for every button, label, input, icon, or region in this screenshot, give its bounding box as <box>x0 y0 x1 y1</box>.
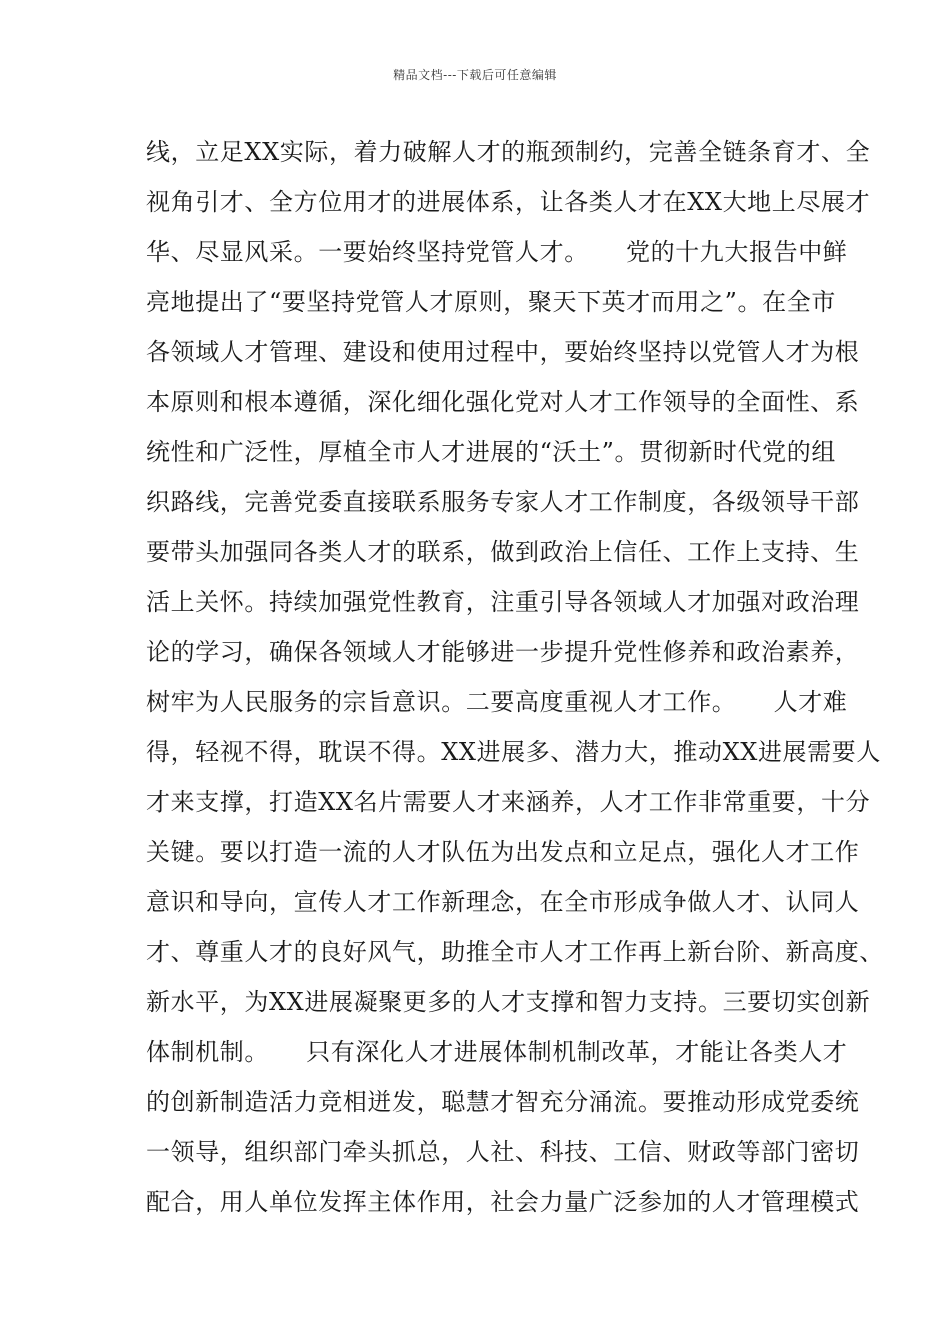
text-line: 本原则和根本遵循，深化细化强化党对人才工作领导的全面性、系 <box>146 388 860 416</box>
text-line: 活上关怀。持续加强党性教育，注重引导各领域人才加强对政治理 <box>146 588 860 616</box>
text-line: 视角引才、全方位用才的进展体系，让各类人才在XX大地上尽展才 <box>146 188 871 216</box>
text-line: 才来支撑，打造XX名片需要人才来涵养，人才工作非常重要，十分 <box>146 788 871 816</box>
page-header: 精品文档---下载后可任意编辑 <box>393 68 557 82</box>
text-line: 的创新制造活力竞相迸发，聪慧才智充分涌流。要推动形成党委统 <box>146 1088 860 1116</box>
text-line: 体制机制。 只有深化人才进展体制机制改革，才能让各类人才 <box>146 1038 848 1066</box>
text-line: 织路线，完善党委直接联系服务专家人才工作制度，各级领导干部 <box>146 488 860 516</box>
text-line: 意识和导向，宣传人才工作新理念，在全市形成争做人才、认同人 <box>146 888 860 916</box>
text-line: 树牢为人民服务的宗旨意识。二要高度重视人才工作。 人才难 <box>146 688 848 716</box>
text-line: 得，轻视不得，耽误不得。XX进展多、潜力大，推动XX进展需要人 <box>146 738 881 766</box>
text-line: 配合，用人单位发挥主体作用，社会力量广泛参加的人才管理模式 <box>146 1188 860 1216</box>
text-line: 新水平，为XX进展凝聚更多的人才支撑和智力支持。三要切实创新 <box>146 988 871 1016</box>
body-text <box>146 133 884 1233</box>
text-line: 亮地提出了“要坚持党管人才原则，聚天下英才而用之”。在全市 <box>146 288 836 316</box>
text-line: 论的学习，确保各领域人才能够进一步提升党性修养和政治素养， <box>146 638 860 666</box>
text-line: 统性和广泛性，厚植全市人才进展的“沃土”。贯彻新时代党的组 <box>146 438 836 466</box>
text-line: 才、尊重人才的良好风气，助推全市人才工作再上新台阶、新高度、 <box>146 938 884 966</box>
text-line: 关键。要以打造一流的人才队伍为出发点和立足点，强化人才工作 <box>146 838 860 866</box>
text-line: 华、尽显风采。一要始终坚持党管人才。 党的十九大报告中鲜 <box>146 238 848 266</box>
text-line: 要带头加强同各类人才的联系，做到政治上信任、工作上支持、生 <box>146 538 860 566</box>
text-line: 线，立足XX实际，着力破解人才的瓶颈制约，完善全链条育才、全 <box>146 138 871 166</box>
text-line: 一领导，组织部门牵头抓总，人社、科技、工信、财政等部门密切 <box>146 1138 860 1166</box>
text-line: 各领域人才管理、建设和使用过程中，要始终坚持以党管人才为根 <box>146 338 860 366</box>
